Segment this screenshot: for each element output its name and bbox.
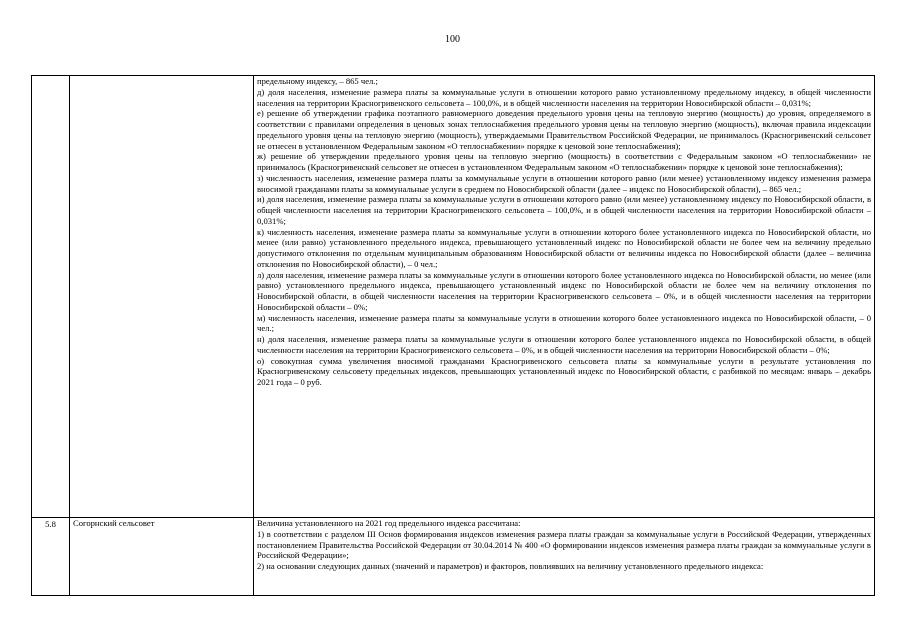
table-row — [32, 76, 875, 518]
paragraph: д) доля населения, изменение размера платы за коммунальные услуги в отношении которого равно установленному предельному индексу, в общей численности населения на территории Красногривенского сельсовета – 100,0%, и в общей численности населения на территории Новосибирской области – 0,031%; — [257, 86, 871, 108]
paragraph: н) доля населения, изменение размера платы за коммунальные услуги в отношении которого более установленного индекса по Новосибирской области, в общей численности населения на территории Красногривенского сельсовета – 0%, и в общей численности населения на территории Новосибирской области – 0%; — [257, 334, 871, 355]
paragraph: Величина установленного на 2021 год предельного индекса рассчитана: — [257, 518, 521, 528]
document-table — [31, 75, 875, 596]
page-number: 100 — [445, 34, 460, 45]
settlement-name-cell — [70, 76, 254, 518]
description-cell — [254, 76, 875, 518]
paragraph: к) численность населения, изменение размера платы за коммунальные услуги в отношении которого более установленного индекса по Новосибирской области, но менее (или равно) установленного предельного индекса, превышающего установленный индекс по Новосибирской области не более чем на величину предельно допустимого отклонения по отдельным муниципальным образованиям Новосибирской области от величины индекса по Новосибирской области (далее – величина отклонения по Новосибирской области), – 0 чел.; — [257, 226, 871, 269]
paragraph: и) доля населения, изменение размера платы за коммунальные услуги в отношении которого равно (или менее) установленному индексу по Новосибирской области, в общей численности населения на территории Красногривенского сельсовета – 100,0%, и в общей численности населения на территории Новосибирской области – 0,031%; — [257, 194, 871, 226]
paragraph: л) доля населения, изменение размера платы за коммунальные услуги в отношении которого более установленного индекса по Новосибирской области, но менее (или равно) установленного предельного индекса, превышающего установленный индекс по Новосибирской области не более чем на величину отклонения по Новосибирской области, в общей численности населения на территории Красногривенского сельсовета – 0%, и в общей численности населения на территории Новосибирской области – 0%; — [257, 269, 871, 312]
paragraph: о) совокупная сумма увеличения вносимой гражданами Красногривенского сельсовета платы за коммунальные услуги в результате установления по Красногривенскому сельсовету предельных индексов, превышающих установленный индекс по Новосибирской области, с разбивкой по месяцам: январь – декабрь 2021 года – 0 руб. — [257, 355, 871, 387]
paragraph: м) численность населения, изменение размера платы за коммунальные услуги в отношении которого более установленного индекса по Новосибирской области, – 0 чел.; — [257, 312, 871, 334]
paragraph: е) решение об утверждении графика поэтапного равномерного доведения предельного уровня цены на тепловую энергию (мощность) до уровня, определяемого в соответствии с правилами определения в ценовых зонах теплоснабжения предельного уровня цены на тепловую энергию (мощность), включая правила индексации предельного уровня цены на тепловую энергию (мощность), утверждаемыми Правительством Российской Федерации, не принималось (Красногривенский сельсовет не отнесен в установленном Федеральным законом «О теплоснабжении» порядке к ценовой зоне теплоснабжения); — [257, 108, 871, 151]
row-number-cell — [32, 76, 70, 518]
settlement-name-cell: Согорнский сельсовет — [70, 518, 254, 596]
paragraph: 1) в соответствии с разделом III Основ формирования индексов изменения размера платы граждан за коммунальные услуги в Российской Федерации, утвержденных постановлением Правительства Российской Федерации от 30.04.2014 № 400 «О формировании индексов изменения размера платы граждан за коммунальные услуги в Российской Федерации»; — [257, 528, 871, 561]
paragraph: предельному индексу, – 865 чел.; — [257, 76, 378, 86]
description-cell — [254, 518, 875, 596]
table-row — [32, 518, 875, 596]
paragraph: з) численность населения, изменение размера платы за коммунальные услуги в отношении которого равно (или менее) установленному индексу изменения размера вносимой гражданами платы за коммунальные услуги в среднем по Новосибирской области (далее – индекс по Новосибирской области), – 865 чел.; — [257, 172, 871, 194]
row-number-cell: 5.8 — [32, 518, 70, 596]
paragraph: ж) решение об утверждении предельного уровня цены на тепловую энергию (мощность) в соответствии с Федеральным законом «О теплоснабжении» не принималось (Красногривенский сельсовет не отнесен в установленном Федеральным законом «О теплоснабжении» порядке к ценовой зоне теплоснабжения); — [257, 151, 871, 172]
paragraph: 2) на основании следующих данных (значений и параметров) и факторов, повлиявших на величину установленного предельного индекса: — [257, 561, 764, 571]
